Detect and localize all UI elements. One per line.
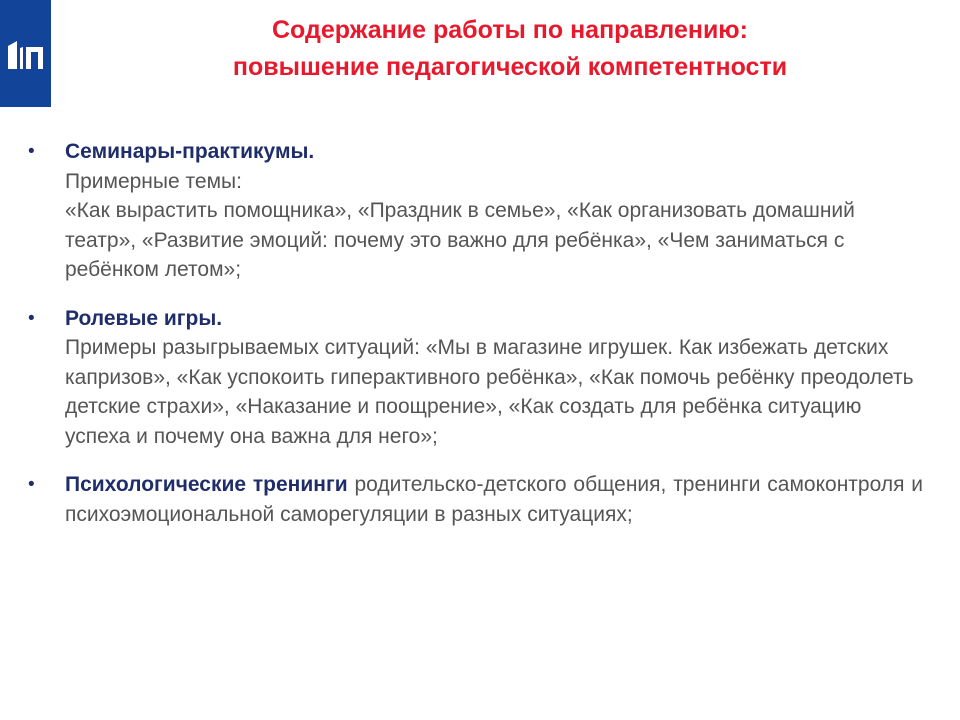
title-line-1: Содержание работы по направлению:	[271, 16, 748, 44]
list-item	[28, 137, 923, 285]
title-line-2: повышение педагогической компетентности	[232, 53, 788, 81]
list-item	[28, 470, 923, 529]
logo	[0, 0, 51, 107]
page-title	[100, 12, 920, 86]
bullet-marker: •	[28, 141, 35, 162]
bullet-marker: •	[28, 474, 35, 495]
item-text: «Как вырастить помощника», «Праздник в семье», «Как организовать домашний театр», «Развитие эмоций: почему это важно для ребёнка», «Чем заниматься с ребёнком летом»;	[65, 199, 855, 281]
item-text: Примеры разыгрываемых ситуаций: «Мы в магазине игрушек. Как избежать детских капризов», «Как успокоить гиперактивного ребёнка», «Как помочь ребёнку преодолеть детские страхи», «Наказание и поощрение», «Как создать для ребёнка ситуацию успеха и почему она важна для него»;	[65, 336, 914, 448]
item-heading: Психологические тренинги	[65, 473, 348, 496]
bullet-list	[28, 137, 923, 548]
list-item	[28, 304, 923, 452]
bullet-marker: •	[28, 307, 35, 329]
item-heading: Семинары-практикумы.	[65, 140, 315, 163]
item-text: Примерные темы:	[65, 169, 242, 193]
item-text: родительско-детского общения, тренинги самоконтроля и психоэмоциональной саморегуляции в разных ситуациях;	[65, 473, 923, 526]
university-logo-icon	[6, 40, 46, 70]
item-heading: Ролевые игры.	[65, 306, 223, 330]
